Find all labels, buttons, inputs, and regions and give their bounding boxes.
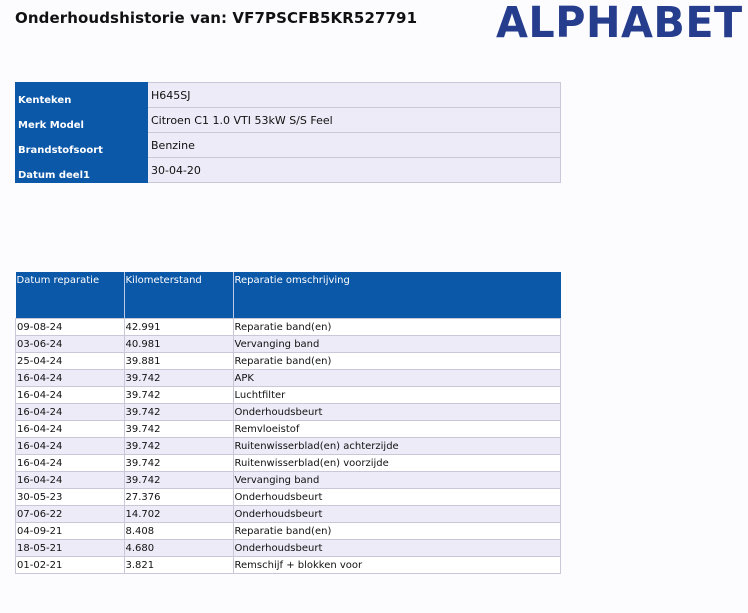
table-row <box>16 506 561 523</box>
cell-mileage: 39.742 <box>124 421 233 438</box>
cell-mileage: 39.742 <box>124 455 233 472</box>
vehicle-info-row <box>16 108 561 133</box>
cell-date: 16-04-24 <box>16 455 125 472</box>
table-row <box>16 421 561 438</box>
cell-date: 09-08-24 <box>16 319 125 336</box>
vehicle-info-label: Brandstofsoort <box>16 133 148 158</box>
cell-date: 16-04-24 <box>16 404 125 421</box>
vehicle-info-value: H645SJ <box>148 83 561 108</box>
cell-date: 16-04-24 <box>16 421 125 438</box>
cell-description: Remschijf + blokken voor <box>233 557 561 574</box>
cell-description: Onderhoudsbeurt <box>233 404 561 421</box>
vehicle-info-label: Datum deel1 <box>16 158 148 183</box>
cell-date: 16-04-24 <box>16 438 125 455</box>
cell-description: Ruitenwisserblad(en) achterzijde <box>233 438 561 455</box>
cell-description: Luchtfilter <box>233 387 561 404</box>
cell-mileage: 27.376 <box>124 489 233 506</box>
table-row <box>16 336 561 353</box>
cell-mileage: 42.991 <box>124 319 233 336</box>
vehicle-info-table <box>15 82 561 183</box>
column-header-mileage: Kilometerstand <box>124 272 233 319</box>
cell-mileage: 8.408 <box>124 523 233 540</box>
table-row <box>16 438 561 455</box>
vehicle-info-row <box>16 83 561 108</box>
table-row <box>16 472 561 489</box>
cell-description: Reparatie band(en) <box>233 523 561 540</box>
cell-description: Reparatie band(en) <box>233 319 561 336</box>
cell-date: 04-09-21 <box>16 523 125 540</box>
cell-description: APK <box>233 370 561 387</box>
cell-description: Onderhoudsbeurt <box>233 506 561 523</box>
cell-mileage: 39.742 <box>124 387 233 404</box>
cell-description: Ruitenwisserblad(en) voorzijde <box>233 455 561 472</box>
table-row <box>16 387 561 404</box>
cell-description: Reparatie band(en) <box>233 353 561 370</box>
cell-date: 03-06-24 <box>16 336 125 353</box>
cell-description: Remvloeistof <box>233 421 561 438</box>
table-row <box>16 540 561 557</box>
cell-description: Onderhoudsbeurt <box>233 540 561 557</box>
column-header-description: Reparatie omschrijving <box>233 272 561 319</box>
cell-date: 07-06-22 <box>16 506 125 523</box>
table-row <box>16 489 561 506</box>
page-title: Onderhoudshistorie van: VF7PSCFB5KR527791 <box>15 9 418 27</box>
table-row <box>16 523 561 540</box>
vehicle-info-label: Merk Model <box>16 108 148 133</box>
vehicle-info-value: Citroen C1 1.0 VTI 53kW S/S Feel <box>148 108 561 133</box>
table-row <box>16 404 561 421</box>
cell-date: 18-05-21 <box>16 540 125 557</box>
repair-history-table <box>15 272 561 574</box>
cell-date: 25-04-24 <box>16 353 125 370</box>
cell-date: 01-02-21 <box>16 557 125 574</box>
table-row <box>16 353 561 370</box>
cell-mileage: 39.742 <box>124 472 233 489</box>
cell-mileage: 39.881 <box>124 353 233 370</box>
cell-date: 16-04-24 <box>16 472 125 489</box>
cell-mileage: 4.680 <box>124 540 233 557</box>
vehicle-info-value: 30-04-20 <box>148 158 561 183</box>
table-row <box>16 319 561 336</box>
cell-description: Vervanging band <box>233 336 561 353</box>
column-header-date: Datum reparatie <box>16 272 125 319</box>
table-row <box>16 455 561 472</box>
cell-description: Onderhoudsbeurt <box>233 489 561 506</box>
vehicle-info-value: Benzine <box>148 133 561 158</box>
cell-mileage: 14.702 <box>124 506 233 523</box>
cell-mileage: 40.981 <box>124 336 233 353</box>
table-row <box>16 557 561 574</box>
cell-mileage: 3.821 <box>124 557 233 574</box>
cell-mileage: 39.742 <box>124 438 233 455</box>
cell-date: 30-05-23 <box>16 489 125 506</box>
table-row <box>16 370 561 387</box>
cell-mileage: 39.742 <box>124 370 233 387</box>
cell-date: 16-04-24 <box>16 370 125 387</box>
cell-mileage: 39.742 <box>124 404 233 421</box>
table-header-row <box>16 272 561 319</box>
vehicle-info-label: Kenteken <box>16 83 148 108</box>
vehicle-info-row <box>16 133 561 158</box>
alphabet-logo: ALPHABET <box>496 0 743 48</box>
cell-date: 16-04-24 <box>16 387 125 404</box>
vehicle-info-row <box>16 158 561 183</box>
cell-description: Vervanging band <box>233 472 561 489</box>
